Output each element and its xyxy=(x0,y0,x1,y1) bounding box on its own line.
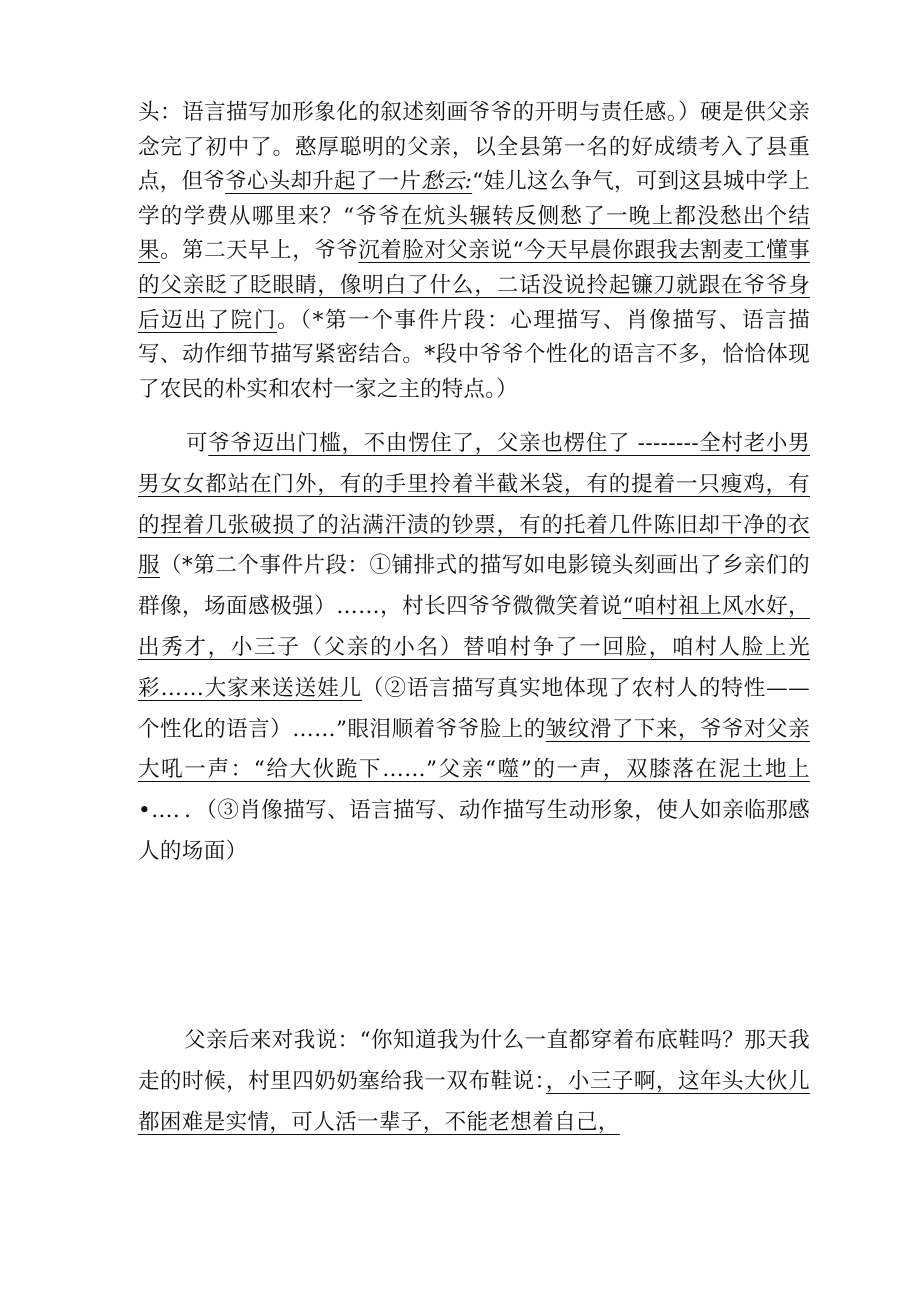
annotation-text: •…．．（③肖像描写、语言描写、动作描写生动形象，使人如亲临那感人的场面） xyxy=(138,798,810,864)
italic-underlined-text: 愁云: xyxy=(421,169,473,195)
underlined-text: 沉着脸对父亲说“今天早晨你跟我去割麦工懂事的父亲眨了眨眼睛，像明白了什么，二话没说拎起镰刀就跟在爷爷身后迈出了院门 xyxy=(138,238,810,333)
underlined-text: ，小三子啊，这年头大伙儿都困难是实情，可人活一辈子，不能老想着自己， xyxy=(138,1068,810,1135)
underlined-text: 在炕头辗转反侧愁了一晚上都没愁出个结果 xyxy=(138,203,810,264)
text-run: “娃儿这么争气，可到这县城中学上学的学费从哪里来？“爷爷 xyxy=(138,169,810,229)
annotation-text: （*第二个事件片段：①铺排式的描写如电影镜头刻画出了乡亲们的群像，场面感极强）……，村长四爷爷微微笑着说 xyxy=(138,553,810,620)
underlined-text: 爷爷迈出门槛，不由愣住了，父亲也楞住了 --------全村老小男男女女都站在门外，有的手里拎着半截米袋，有的提着一只瘦鸡，有的捏着几张破损了的沾满汗渍的钞票，有的托着几件陈旧却干净的衣服 xyxy=(138,431,811,579)
paragraph-1 xyxy=(138,96,810,407)
paragraph-2 xyxy=(138,424,810,873)
annotation-text: （②语言描写真实地体现了农村人的特性——个性化的语言）……”眼泪顺着爷爷脸上的 xyxy=(138,675,810,742)
text-run: 父亲后来对我说：“你知道我为什么一直都穿着布底鞋吗？那天我走的时候，村里四奶奶塞给我一双布鞋说： xyxy=(138,1028,810,1094)
underlined-text: 爷心头却升起了一片 xyxy=(225,169,422,195)
text-run: 。第二天早上，爷爷 xyxy=(160,238,359,264)
paragraph-3 xyxy=(138,1021,810,1143)
underlined-phrase xyxy=(225,169,472,194)
underlined-text: “咱村祖上风水好，出秀才，小三子（父亲的小名）替咱村争了一回脸，咱村人脸上光彩……大家来送送娃儿 xyxy=(138,594,810,701)
underlined-text: 皱纹滑了下来，爷爷对父亲大吼一声：“给大伙跪下……”父亲“噬”的一声，双膝落在泥土地上 xyxy=(138,716,810,783)
annotation-text: 。（*第一个事件片段：心理描写、肖像描写、语言描写、动作细节描写紧密结合。*段中爷爷个性化的语言不多，恰恰体现了农民的朴实和农村一家之主的特点。） xyxy=(138,307,810,402)
text-run: 头：语言描写加形象化的叙述刻画爷爷的开明与责任感。）硬是供父亲念完了初中了。憨厚聪明的父亲，以全县第一名的好成绩考入了县重点，但爷 xyxy=(138,100,810,195)
text-run: 可 xyxy=(186,431,209,456)
